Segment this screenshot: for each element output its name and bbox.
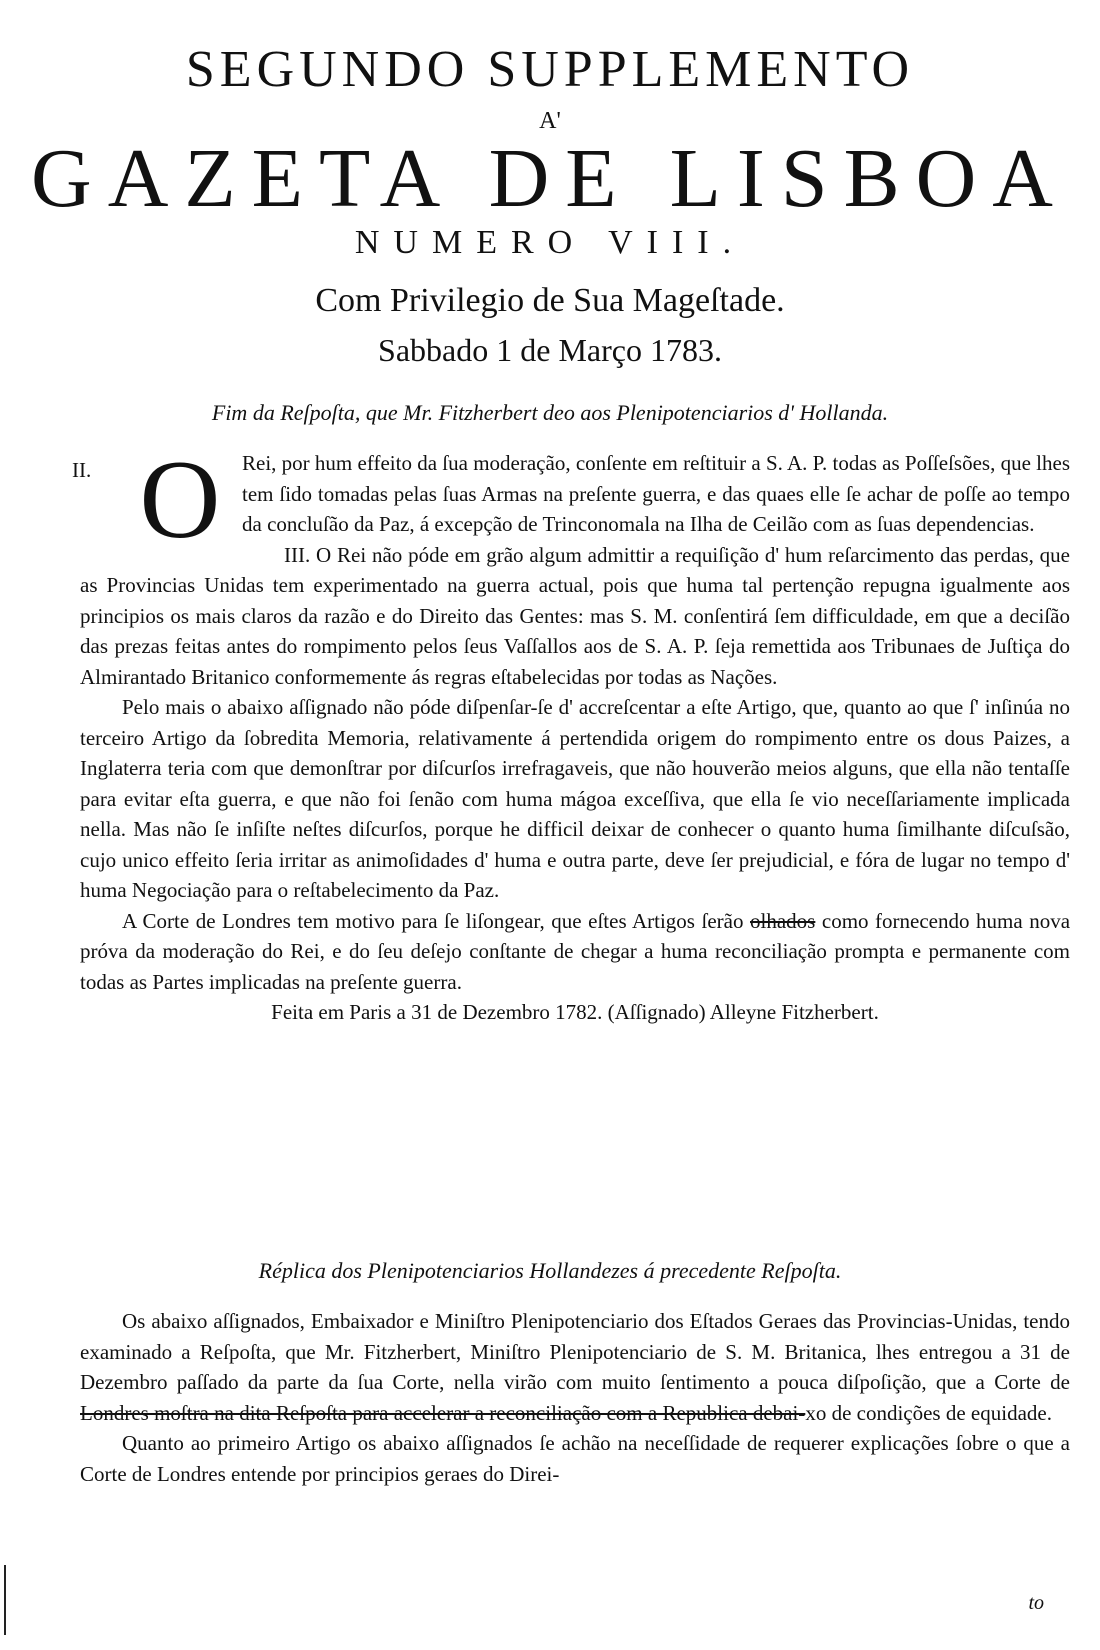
signature-line: Feita em Paris a 31 de Dezembro 1782. (Aſſignado) Alleyne Fitzherbert. xyxy=(271,1000,879,1024)
court-paragraph-end: como fornecendo huma nova próva da moderação do Rei, e do ſeu deſejo conſtante de chegar a huma reconciliação prompta e permanente com todas as Partes implicadas na preſente guerra. xyxy=(80,908,1071,994)
article-three-paragraph: III. O Rei não póde em grão algum admittir a requiſição d' hum reſarcimento das perdas, que as Provincias Unidas tem experimentado na guerra actual, pois que huma tal pertenção repugna igualmente aos principios os mais claros da razão e do Direito das Gentes: mas S. M. conſentirá ſem difficuldade, em que a deciſão das prezas feitas antes do rompimento pelos ſeus Vaſſallos aos de S. A. P. ſeja remettida aos Tribunaes de Juſtiça do Almirantado Britanico conformemente ás regras eſtabelecidas por todas as Nações. xyxy=(80,542,1070,689)
struck-word: olhados xyxy=(750,908,816,933)
section-heading-replica: Réplica dos Plenipotenciarios Hollandezes á precedente Reſpoſta. xyxy=(258,1258,842,1283)
supplement-title: SEGUNDO SUPPLEMENTO xyxy=(185,41,915,98)
section-heading-end-of-reply: Fim da Reſpoſta, que Mr. Fitzherbert deo aos Plenipotenciarios d' Hollanda. xyxy=(211,400,889,425)
supplement-preposition: A' xyxy=(539,108,561,134)
struck-line: Londres moſtra na dita Reſpoſta para accelerar a reconciliação com a Republica debai- xyxy=(80,1400,806,1425)
article-two-text: Rei, por hum effeito da ſua moderação, conſente em reſtituir a S. A. P. todas as Poſſeſsões, que lhes tem ſido tomadas pelas ſuas Armas na preſente guerra, e das quaes elle ſe achar de poſſe ao tempo da concluſão da Paz, á excepção de Trinconomala na Ilha de Ceilão com as ſuas dependencias. xyxy=(242,451,1070,536)
article-two-paragraph xyxy=(80,438,1070,562)
replica-paragraph-start: Os abaixo aſſignados, Embaixador e Miniſtro Plenipotenciario dos Eſtados Geraes das Provincias-Unidas, tendo examinado a Reſpoſta, que Mr. Fitzherbert, Miniſtro Plenipotenciario de S. M. Britanica, lhes entregou a 31 de Dezembro paſſado da parte da ſua Corte, nella virão com muito ſentimento a pouca diſpoſição, que a Corte de xyxy=(80,1309,1070,1394)
court-paragraph-start: A Corte de Londres tem motivo para ſe liſongear, que eſtes Artigos ſerão xyxy=(122,908,744,933)
margin-mark xyxy=(4,1565,6,1635)
replica-paragraph-end: xo de condições de equidade. xyxy=(805,1400,1052,1425)
article-number: II. xyxy=(72,458,92,482)
replica-first-paragraph xyxy=(80,1306,1070,1428)
court-of-london-paragraph xyxy=(80,906,1070,998)
additional-remarks-paragraph: Pelo mais o abaixo aſſignado não póde diſpenſar-ſe d' accreſcentar a eſte Artigo, que, quanto ao que ſ' inſinúa no terceiro Artigo da ſobredita Memoria, relativamente á pertendida origem do rompimento entre os dous Paizes, a Inglaterra teria com que demonſtrar por diſcurſos irrefragaveis, que não houverão meios alguns, que ella não tentaſſe para evitar eſta guerra, e que não foi ſenão com huma mágoa exceſſiva, que ella ſe vio neceſſariamente implicada nella. Mas não ſe inſiſte neſtes diſcurſos, porque he difficil deixar de conhecer o quanto huma ſimilhante diſcuſsão, cujo unico effeito ſeria irritar as animoſidades d' huma e outra parte, deve ſer prejudicial, e fóra de lugar no tempo d' huma Negociação para o reſtabelecimento da Paz. xyxy=(80,695,1070,902)
privilege-line: Com Privilegio de Sua Mageſtade. xyxy=(315,282,785,319)
issue-number: NUMERO VIII. xyxy=(354,224,746,261)
reply-text xyxy=(80,438,1071,1028)
drop-cap: O xyxy=(139,438,221,562)
replica-second-paragraph: Quanto ao primeiro Artigo os abaixo aſſignados ſe achão na neceſſidade de requerer explicações ſobre o que a Corte de Londres entende por principios geraes do Direi- xyxy=(80,1431,1070,1486)
replica-text xyxy=(80,1306,1070,1489)
catchword: to xyxy=(1028,1592,1044,1614)
gazette-name: GAZETA DE LISBOA xyxy=(31,132,1069,225)
issue-date: Sabbado 1 de Março 1783. xyxy=(378,332,722,368)
